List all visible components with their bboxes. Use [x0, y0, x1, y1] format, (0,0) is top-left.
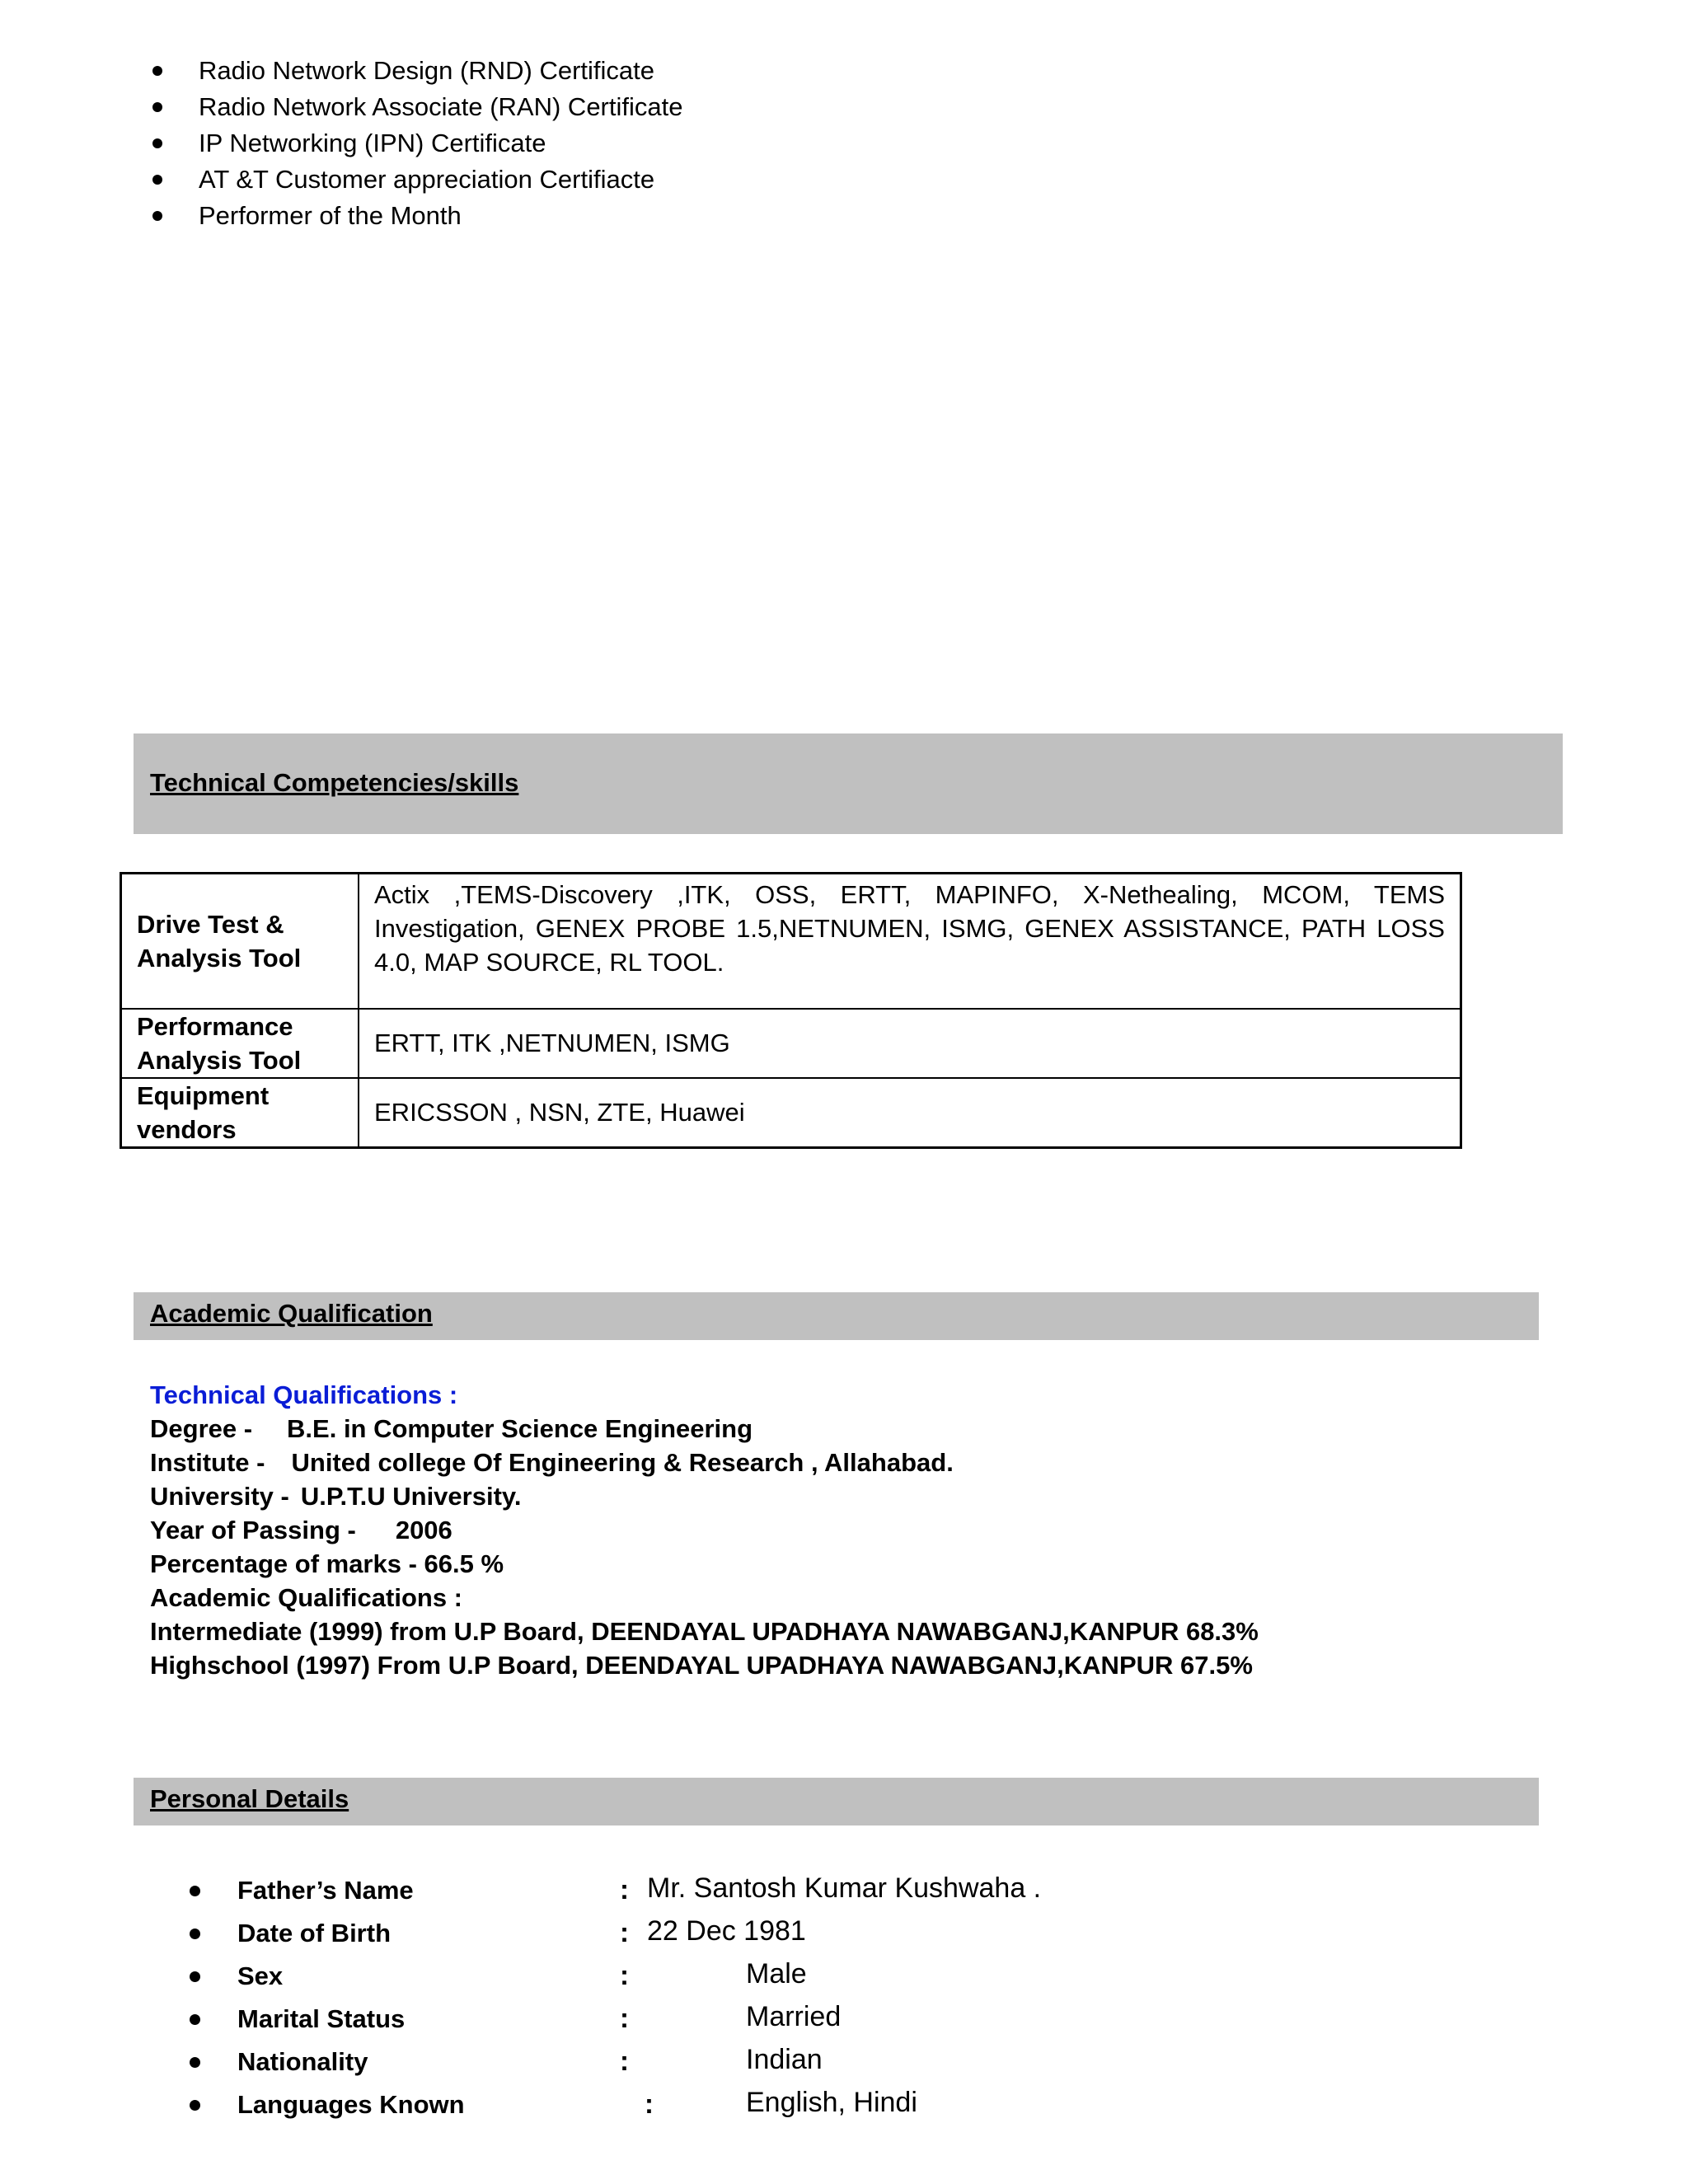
detail-value: Male: [746, 1958, 807, 1990]
bullet-icon: [152, 102, 162, 112]
colon-separator: :: [620, 1874, 629, 1905]
detail-value: Married: [746, 2001, 842, 2032]
bullet-icon: [152, 175, 162, 185]
bullet-icon: [152, 66, 162, 76]
list-item: [0, 1914, 1688, 1957]
bullet-icon: [190, 1929, 200, 1939]
table-row: [121, 1009, 1461, 1078]
year-line: [150, 1513, 1259, 1547]
skill-value: ERICSSON , NSN, ZTE, Huawei: [359, 1078, 1461, 1148]
skill-label: Equipment vendors: [121, 1078, 359, 1148]
institute-value: United college Of Engineering & Research , Allahabad.: [291, 1448, 954, 1477]
colon-separator: :: [620, 2046, 629, 2076]
detail-label: Marital Status: [237, 2004, 406, 2033]
university-line: [150, 1479, 1259, 1513]
academic-qualifications-heading: Academic Qualifications :: [150, 1583, 462, 1612]
list-item: [147, 198, 682, 234]
colon-separator: :: [620, 1917, 629, 1947]
list-item: [0, 1999, 1688, 2042]
bullet-icon: [190, 1886, 200, 1896]
certificate-text: Radio Network Design (RND) Certificate: [199, 56, 654, 85]
highschool-line: Highschool (1997) From U.P Board, DEENDAYAL UPADHAYA NAWABGANJ,KANPUR 67.5%: [150, 1651, 1253, 1680]
detail-label: Father’s Name: [237, 1876, 414, 1905]
section-header-academic: [134, 1292, 1539, 1340]
section-title: Technical Competencies/skills: [150, 768, 519, 797]
technical-qualifications-heading: Technical Qualifications :: [150, 1380, 458, 1409]
section-header-technical: [134, 733, 1563, 834]
list-item: [147, 53, 682, 89]
detail-label: Date of Birth: [237, 1919, 391, 1947]
detail-value: Indian: [746, 2044, 823, 2075]
percentage-line: Percentage of marks - 66.5 %: [150, 1549, 504, 1578]
degree-value: B.E. in Computer Science Engineering: [287, 1414, 753, 1443]
certificates-list: [147, 53, 682, 234]
table-row: [121, 874, 1461, 1009]
list-item: [147, 89, 682, 125]
skill-label: Drive Test & Analysis Tool: [121, 874, 359, 1009]
academic-details: [150, 1378, 1259, 1682]
skill-label: Performance Analysis Tool: [121, 1009, 359, 1078]
institute-line: [150, 1446, 1259, 1479]
colon-separator: :: [620, 2003, 629, 2033]
detail-label: Sex: [237, 1961, 284, 1990]
certificate-text: Performer of the Month: [199, 201, 462, 230]
degree-line: [150, 1412, 1259, 1446]
university-value: U.P.T.U University.: [300, 1482, 522, 1511]
section-title: Academic Qualification: [150, 1299, 433, 1328]
detail-label: Languages Known: [237, 2090, 465, 2119]
table-row: [121, 1078, 1461, 1148]
list-item: [0, 1957, 1688, 1999]
section-header-personal: [134, 1778, 1539, 1825]
intermediate-line: Intermediate (1999) from U.P Board, DEENDAYAL UPADHAYA NAWABGANJ,KANPUR 68.3%: [150, 1617, 1259, 1646]
detail-value: Mr. Santosh Kumar Kushwaha .: [647, 1872, 1042, 1904]
bullet-icon: [190, 1971, 200, 1982]
bullet-icon: [190, 2014, 200, 2025]
skills-table: [120, 872, 1462, 1149]
list-item: [0, 2042, 1688, 2085]
degree-label: Degree -: [150, 1414, 253, 1443]
university-label: University -: [150, 1482, 289, 1511]
detail-value: 22 Dec 1981: [647, 1915, 806, 1947]
section-title: Personal Details: [150, 1784, 349, 1813]
skill-value: ERTT, ITK ,NETNUMEN, ISMG: [359, 1009, 1461, 1078]
list-item: [0, 2085, 1688, 2128]
bullet-icon: [152, 138, 162, 148]
colon-separator: :: [645, 2088, 654, 2119]
list-item: [147, 125, 682, 162]
certificate-text: IP Networking (IPN) Certificate: [199, 129, 546, 157]
certificate-text: AT &T Customer appreciation Certifiacte: [199, 165, 655, 194]
colon-separator: :: [620, 1960, 629, 1990]
year-label: Year of Passing -: [150, 1516, 356, 1544]
list-item: [147, 162, 682, 198]
institute-label: Institute -: [150, 1448, 265, 1477]
bullet-icon: [190, 2100, 200, 2111]
bullet-icon: [152, 211, 162, 221]
detail-label: Nationality: [237, 2047, 368, 2076]
year-value: 2006: [395, 1516, 452, 1544]
certificate-text: Radio Network Associate (RAN) Certificate: [199, 92, 683, 121]
list-item: [0, 1871, 1688, 1914]
detail-value: English, Hindi: [746, 2087, 917, 2118]
skill-value: Actix ,TEMS-Discovery ,ITK, OSS, ERTT, MAPINFO, X-Nethealing, MCOM, TEMS Investigation, GENEX PROBE 1.5,NETNUMEN, ISMG, GENEX ASSISTANCE, PATH LOSS 4.0, MAP SOURCE, RL TOOL.: [359, 874, 1461, 1009]
bullet-icon: [190, 2057, 200, 2068]
